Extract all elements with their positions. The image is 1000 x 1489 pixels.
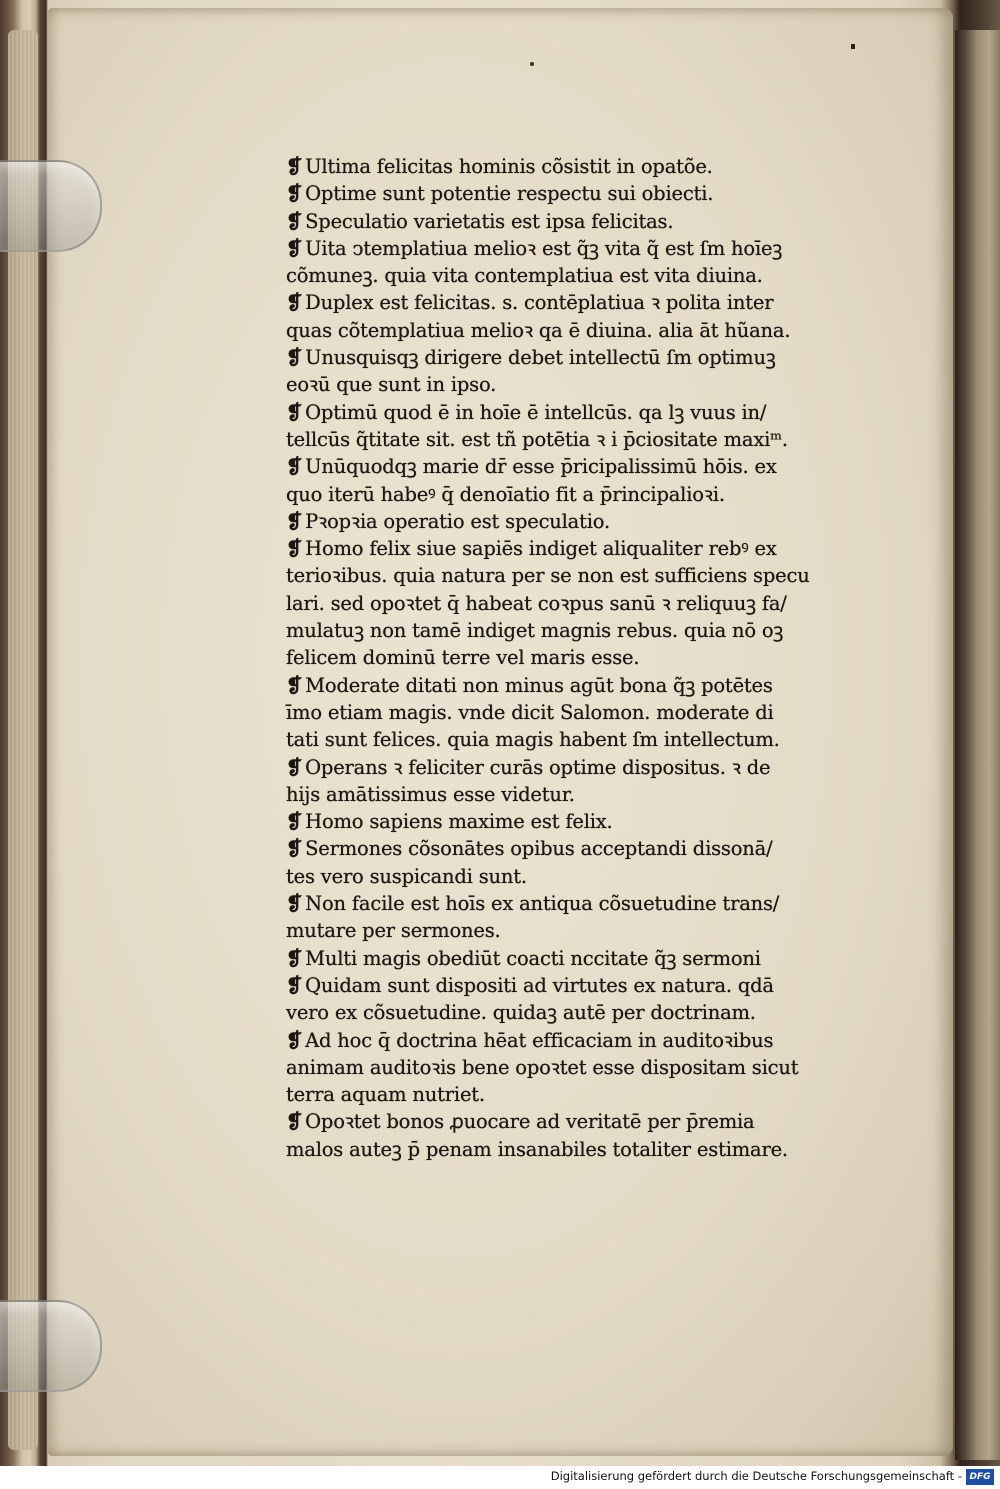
- line-text: tellcūs q̃titate sit. est tñ potētia ꝛ i p̄ciositate maxiᵐ.: [286, 427, 788, 451]
- text-line: [286, 1108, 846, 1135]
- line-text: Uita ↄtemplatiua melioꝛ est q̃ꝫ vita q̃ est ſm hoīeꝫ: [305, 236, 783, 260]
- text-line: [286, 399, 846, 426]
- line-text: Homo sapiens maxime est felix.: [305, 810, 613, 834]
- line-text: tati sunt felices. quia magis habent ſm intellectum.: [286, 728, 780, 752]
- text-line: [286, 180, 846, 207]
- text-line: [286, 699, 846, 726]
- text-line: [286, 835, 846, 862]
- line-text: animam auditoꝛis bene opoꝛtet esse dispositam sicut: [286, 1055, 799, 1079]
- text-line: [286, 344, 846, 371]
- dfg-logo: DFG: [966, 1469, 994, 1485]
- book-clip-bottom: [0, 1300, 102, 1392]
- line-text: Operans ꝛ feliciter curās optime dispositus. ꝛ de: [305, 755, 771, 779]
- line-text: Duplex est felicitas. s. contēplatiua ꝛ polita inter: [305, 291, 774, 315]
- text-line: [286, 999, 846, 1026]
- line-text: Opoꝛtet bonos ꝓuocare ad veritatē per p̄remia: [305, 1110, 755, 1134]
- paragraph-mark-icon: ❡: [286, 1110, 303, 1134]
- paragraph-mark-icon: ❡: [286, 346, 303, 370]
- line-text: Moderate ditati non minus agūt bona q̃ꝫ potētes: [305, 673, 773, 697]
- paragraph-mark-icon: ❡: [286, 400, 303, 424]
- paragraph-mark-icon: ❡: [286, 236, 303, 260]
- text-line: [286, 153, 846, 180]
- text-line: [286, 781, 846, 808]
- line-text: Optime sunt potentie respectu sui obiecti.: [305, 182, 714, 206]
- paragraph-mark-icon: ❡: [286, 946, 303, 970]
- paragraph-mark-icon: ❡: [286, 673, 303, 697]
- text-line: [286, 508, 846, 535]
- text-line: [286, 535, 846, 562]
- line-text: quas cõtemplatiua melioꝛ qa ē diuina. alia āt hũana.: [286, 318, 791, 342]
- line-text: Ultima felicitas hominis cõsistit in opatõe.: [305, 155, 713, 178]
- text-line: [286, 644, 846, 671]
- paragraph-mark-icon: ❡: [286, 155, 303, 178]
- paragraph-mark-icon: ❡: [286, 509, 303, 533]
- text-line: [286, 754, 846, 781]
- line-text: Sermones cõsonātes opibus acceptandi dissonā/: [305, 837, 773, 861]
- line-text: terioꝛibus. quia natura per se non est sufficiens specu: [286, 564, 810, 588]
- paragraph-mark-icon: ❡: [286, 209, 303, 233]
- line-text: terra aquam nutriet.: [286, 1083, 485, 1107]
- paragraph-mark-icon: ❡: [286, 837, 303, 861]
- line-text: īmo etiam magis. vnde dicit Salomon. moderate di: [286, 700, 774, 724]
- text-column: [286, 153, 846, 1163]
- footer-bar: [0, 1466, 1000, 1489]
- text-line: [286, 672, 846, 699]
- ink-speck: [851, 44, 855, 49]
- text-line: [286, 208, 846, 235]
- line-text: tes vero suspicandi sunt.: [286, 864, 527, 888]
- text-line: [286, 262, 846, 289]
- text-line: [286, 917, 846, 944]
- text-line: [286, 371, 846, 398]
- line-text: Unusquisqꝫ dirigere debet intellectū ſm optimuꝫ: [305, 346, 776, 370]
- text-line: [286, 726, 846, 753]
- line-text: Non facile est hoīs ex antiqua cõsuetudine trans/: [305, 892, 780, 916]
- line-text: quo iterū habeꝰ q̄ denoīatio fit a p̄rincipalioꝛi.: [286, 482, 725, 506]
- text-line: [286, 863, 846, 890]
- line-text: Quidam sunt dispositi ad virtutes ex natura. qdā: [305, 973, 774, 997]
- text-line: [286, 1081, 846, 1108]
- line-text: Homo felix siue sapiēs indiget aliqualiter rebꝰ ex: [305, 537, 777, 561]
- text-line: [286, 972, 846, 999]
- text-line: [286, 426, 846, 453]
- line-text: Unūquodqꝫ marie dr̄ esse p̄ricipalissimū hōis. ex: [305, 455, 777, 479]
- paragraph-mark-icon: ❡: [286, 755, 303, 779]
- line-text: Multi magis obediūt coacti nccitate q̃ꝫ sermoni: [305, 946, 761, 970]
- line-text: Optimū quod ē in hoīe ē intellcūs. qa lꝫ vuus in/: [305, 400, 767, 424]
- text-line: [286, 481, 846, 508]
- page-edge-right: [955, 30, 1000, 1460]
- text-line: [286, 453, 846, 480]
- text-line: [286, 289, 846, 316]
- text-line: [286, 562, 846, 589]
- text-line: [286, 1027, 846, 1054]
- line-text: hijs amātissimus esse videtur.: [286, 782, 575, 806]
- text-line: [286, 235, 846, 262]
- line-text: eoꝛū que sunt in ipso.: [286, 373, 497, 397]
- paragraph-mark-icon: ❡: [286, 291, 303, 315]
- line-text: Speculatio varietatis est ipsa felicitas.: [305, 209, 674, 233]
- paragraph-mark-icon: ❡: [286, 973, 303, 997]
- line-text: mutare per sermones.: [286, 919, 501, 943]
- line-text: Ad hoc q̄ doctrina hēat efficaciam in auditoꝛibus: [305, 1028, 774, 1052]
- paragraph-mark-icon: ❡: [286, 810, 303, 834]
- paragraph-mark-icon: ❡: [286, 1028, 303, 1052]
- text-line: [286, 890, 846, 917]
- book-clip-top: [0, 160, 102, 252]
- paragraph-mark-icon: ❡: [286, 455, 303, 479]
- paragraph-mark-icon: ❡: [286, 537, 303, 561]
- text-line: [286, 808, 846, 835]
- footer-credit: Digitalisierung gefördert durch die Deutsche Forschungsgemeinschaft -: [550, 1469, 962, 1483]
- text-line: [286, 1054, 846, 1081]
- ink-speck: [530, 62, 534, 66]
- text-line: [286, 617, 846, 644]
- text-line: [286, 590, 846, 617]
- line-text: malos auteꝫ p̄ penam insanabiles totaliter estimare.: [286, 1137, 788, 1161]
- line-text: cõmuneꝫ. quia vita contemplatiua est vita diuina.: [286, 264, 763, 288]
- line-text: lari. sed opoꝛtet q̄ habeat coꝛpus sanū ꝛ reliquuꝫ fa/: [286, 591, 787, 615]
- line-text: Pꝛopꝛia operatio est speculatio.: [305, 509, 610, 533]
- text-line: [286, 945, 846, 972]
- text-line: [286, 317, 846, 344]
- line-text: felicem dominū terre vel maris esse.: [286, 646, 640, 670]
- text-line: [286, 1136, 846, 1163]
- line-text: vero ex cõsuetudine. quidaꝫ autē per doctrinam.: [286, 1001, 756, 1025]
- line-text: mulatuꝫ non tamē indiget magnis rebus. quia nō oꝫ: [286, 619, 784, 643]
- paragraph-mark-icon: ❡: [286, 892, 303, 916]
- paragraph-mark-icon: ❡: [286, 182, 303, 206]
